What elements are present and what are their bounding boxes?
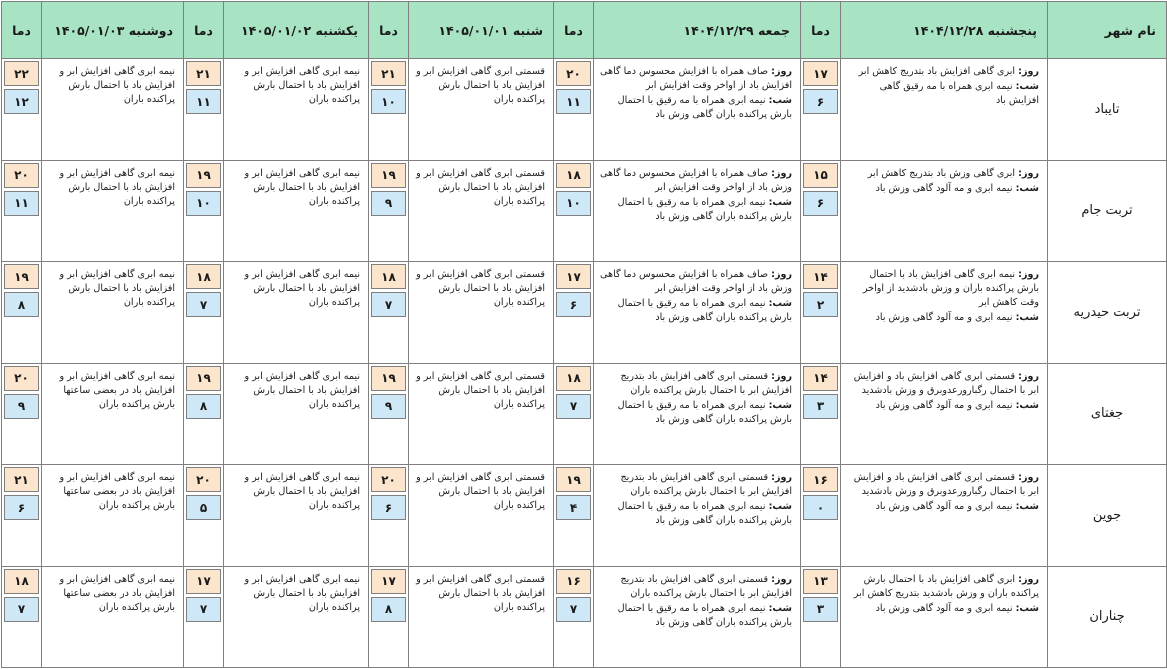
forecast-description	[594, 262, 801, 364]
min-temp: ۷	[186, 292, 221, 317]
temperature-box	[801, 59, 840, 114]
forecast-description	[42, 262, 184, 364]
forecast-text: نیمه ابری گاهی افزایش ابر و افزایش باد در بعضی ساعتها بارش پراکنده باران	[59, 472, 175, 511]
temperature-cell	[369, 59, 409, 161]
max-temp: ۲۰	[371, 467, 406, 492]
temperature-cell	[801, 160, 841, 262]
min-temp: ۶	[803, 191, 838, 216]
forecast-text: نیمه ابری گاهی افزایش ابر و افزایش باد با احتمال بارش پراکنده باران	[59, 167, 175, 207]
max-temp: ۱۹	[371, 366, 406, 391]
header-temp-5: دما	[2, 2, 42, 59]
temperature-box	[801, 567, 840, 622]
day-label: روز:	[1018, 269, 1039, 280]
day-forecast	[847, 573, 1039, 601]
night-forecast	[600, 297, 792, 325]
night-label: شب:	[768, 501, 792, 512]
night-forecast-text: نیمه ابری همراه با مه رقیق با احتمال بارش پراکنده باران گاهی وزش باد	[617, 95, 792, 120]
forecast-description	[409, 363, 554, 465]
max-temp: ۲۰	[556, 61, 591, 86]
temperature-box	[369, 567, 408, 622]
day-forecast	[600, 65, 792, 93]
temperature-box	[801, 161, 840, 216]
forecast-description	[594, 363, 801, 465]
header-day-4: یکشنبه ۱۴۰۵/۰۱/۰۲	[224, 2, 369, 59]
table-row	[2, 363, 1167, 465]
forecast-text: نیمه ابری گاهی افزایش ابر و افزایش باد در بعضی ساعتها بارش پراکنده باران	[59, 573, 175, 613]
min-temp: ۷	[556, 394, 591, 419]
max-temp: ۲۲	[4, 61, 39, 86]
day-forecast	[600, 471, 792, 499]
day-forecast	[847, 370, 1039, 398]
night-label: شب:	[768, 95, 792, 106]
header-temp-4: دما	[184, 2, 224, 59]
max-temp: ۱۹	[556, 467, 591, 492]
forecast-description	[224, 363, 369, 465]
max-temp: ۱۶	[803, 467, 838, 492]
header-day-2: جمعه ۱۴۰۴/۱۲/۲۹	[594, 2, 801, 59]
day-forecast-text: صاف همراه با افزایش محسوس دما گاهی افزایش باد از اواخر وقت افزایش ابر	[600, 66, 792, 91]
temperature-cell	[554, 465, 594, 567]
header-temp-1: دما	[801, 2, 841, 59]
day-forecast-text: قسمتی ابری گاهی افزایش باد بتدریج افزایش ابر با احتمال بارش پراکنده باران	[620, 472, 792, 497]
forecast-table	[1, 1, 1167, 668]
temperature-box	[801, 262, 840, 317]
forecast-description	[42, 160, 184, 262]
forecast-text: قسمتی ابری گاهی افزایش ابر و افزایش باد با احتمال بارش پراکنده باران	[416, 167, 545, 207]
forecast-text: نیمه ابری گاهی افزایش ابر و افزایش باد با احتمال بارش پراکنده باران	[244, 66, 360, 105]
night-label: شب:	[768, 196, 792, 208]
night-forecast-text: نیمه ابری و مه آلود گاهی وزش باد	[875, 501, 1013, 512]
forecast-description	[42, 566, 184, 668]
max-temp: ۱۶	[556, 569, 591, 594]
day-forecast-text: قسمتی ابری گاهی افزایش باد بتدریج افزایش ابر با احتمال بارش پراکنده باران	[620, 573, 792, 599]
temperature-cell	[2, 262, 42, 364]
forecast-description	[841, 363, 1048, 465]
forecast-description	[224, 262, 369, 364]
night-forecast	[847, 602, 1039, 616]
day-forecast-text: ابری گاهی افزایش باد بتدریج کاهش ابر	[858, 66, 1016, 77]
min-temp: ۲	[803, 292, 838, 317]
day-forecast	[600, 370, 792, 398]
temperature-cell	[554, 59, 594, 161]
forecast-description	[42, 59, 184, 161]
forecast-description	[224, 566, 369, 668]
temperature-box	[369, 161, 408, 216]
night-forecast	[600, 196, 792, 224]
night-label: شب:	[1015, 182, 1039, 194]
temperature-cell	[801, 59, 841, 161]
day-forecast-text: قسمتی ابری گاهی افزایش باد و افزایش ابر با احتمال رگبارورعدوبرق و وزش بادشدید	[853, 472, 1039, 497]
table-row	[2, 59, 1167, 161]
night-forecast	[847, 399, 1039, 413]
header-row	[2, 2, 1167, 59]
temperature-cell	[554, 160, 594, 262]
temperature-box	[2, 59, 41, 114]
min-temp: ۹	[371, 191, 406, 216]
forecast-description	[841, 160, 1048, 262]
table-row	[2, 566, 1167, 668]
max-temp: ۱۹	[186, 163, 221, 188]
day-forecast	[847, 65, 1039, 79]
min-temp: ۵	[186, 495, 221, 520]
forecast-text: قسمتی ابری گاهی افزایش ابر و افزایش باد با احتمال بارش پراکنده باران	[416, 66, 545, 105]
city-name: تربت جام	[1048, 160, 1167, 262]
temperature-cell	[801, 566, 841, 668]
min-temp: ۱۱	[186, 89, 221, 114]
temperature-box	[554, 465, 593, 520]
day-label: روز:	[1018, 472, 1039, 483]
forecast-text: قسمتی ابری گاهی افزایش ابر و افزایش باد با احتمال بارش پراکنده باران	[416, 370, 545, 410]
temperature-cell	[554, 262, 594, 364]
night-forecast	[847, 311, 1039, 325]
forecast-description	[594, 566, 801, 668]
max-temp: ۱۴	[803, 366, 838, 391]
forecast-description	[841, 566, 1048, 668]
city-name: چناران	[1048, 566, 1167, 668]
max-temp: ۲۱	[4, 467, 39, 492]
city-name: جغتای	[1048, 363, 1167, 465]
temperature-cell	[801, 363, 841, 465]
min-temp: ۹	[4, 394, 39, 419]
day-label: روز:	[771, 573, 792, 585]
max-temp: ۱۸	[186, 264, 221, 289]
day-label: روز:	[771, 167, 792, 179]
min-temp: ۳	[803, 597, 838, 622]
day-forecast	[847, 471, 1039, 499]
night-label: شب:	[1015, 399, 1039, 411]
temperature-cell	[554, 363, 594, 465]
day-label: روز:	[1018, 66, 1039, 77]
header-temp-2: دما	[554, 2, 594, 59]
temperature-box	[369, 59, 408, 114]
max-temp: ۱۷	[371, 569, 406, 594]
forecast-description	[409, 566, 554, 668]
min-temp: ۷	[371, 292, 406, 317]
temperature-cell	[369, 262, 409, 364]
temperature-box	[554, 262, 593, 317]
day-forecast	[600, 573, 792, 601]
forecast-text: نیمه ابری گاهی افزایش ابر و افزایش باد با احتمال بارش پراکنده باران	[244, 167, 360, 207]
min-temp: ۱۰	[371, 89, 406, 114]
max-temp: ۱۹	[4, 264, 39, 289]
temperature-box	[2, 364, 41, 419]
max-temp: ۱۸	[556, 163, 591, 188]
forecast-text: نیمه ابری گاهی افزایش ابر و افزایش باد با احتمال بارش پراکنده باران	[244, 472, 360, 511]
night-label: شب:	[1015, 602, 1039, 614]
temperature-cell	[369, 363, 409, 465]
min-temp: ۸	[4, 292, 39, 317]
temperature-box	[184, 161, 223, 216]
night-forecast-text: نیمه ابری همراه با مه رقیق با احتمال بارش پراکنده باران گاهی وزش باد	[617, 196, 792, 222]
day-forecast-text: قسمتی ابری گاهی افزایش باد بتدریج افزایش ابر با احتمال بارش پراکنده باران	[620, 370, 792, 396]
night-forecast-text: نیمه ابری و مه آلود گاهی وزش باد	[875, 312, 1013, 323]
forecast-text: نیمه ابری گاهی افزایش ابر و افزایش باد با احتمال بارش پراکنده باران	[59, 66, 175, 105]
forecast-text: قسمتی ابری گاهی افزایش ابر و افزایش باد با احتمال بارش پراکنده باران	[416, 573, 545, 613]
night-forecast-text: نیمه ابری و مه آلود گاهی وزش باد	[875, 182, 1013, 194]
day-forecast	[600, 167, 792, 195]
forecast-description	[409, 160, 554, 262]
night-label: شب:	[1015, 312, 1039, 323]
temperature-box	[369, 465, 408, 520]
night-label: شب:	[768, 602, 792, 614]
table-row	[2, 262, 1167, 364]
day-forecast-text: صاف همراه با افزایش محسوس دما گاهی وزش باد از اواخر وقت افزایش ابر	[600, 167, 792, 193]
header-day-5: دوشنبه ۱۴۰۵/۰۱/۰۳	[42, 2, 184, 59]
night-forecast-text: نیمه ابری همراه با مه رقیق با احتمال بارش پراکنده باران گاهی وزش باد	[617, 399, 792, 425]
forecast-description	[224, 160, 369, 262]
city-name: جوین	[1048, 465, 1167, 567]
temperature-cell	[2, 465, 42, 567]
forecast-description	[409, 465, 554, 567]
max-temp: ۲۱	[186, 61, 221, 86]
day-forecast-text: قسمتی ابری گاهی افزایش باد و افزایش ابر با احتمال رگبارورعدوبرق و وزش بادشدید	[853, 370, 1039, 396]
temperature-box	[554, 161, 593, 216]
forecast-text: قسمتی ابری گاهی افزایش ابر و افزایش باد با احتمال بارش پراکنده باران	[416, 269, 545, 308]
day-forecast-text: نیمه ابری گاهی افزایش باد با احتمال بارش پراکنده باران و وزش بادشدید از اواخر وقت کاهش ابر	[862, 269, 1039, 308]
max-temp: ۲۰	[4, 163, 39, 188]
day-forecast-text: ابری گاهی وزش باد بتدریج کاهش ابر	[867, 167, 1016, 179]
temperature-box	[184, 465, 223, 520]
forecast-description	[841, 262, 1048, 364]
night-forecast	[847, 182, 1039, 196]
temperature-box	[2, 262, 41, 317]
temperature-cell	[2, 363, 42, 465]
min-temp: ۷	[556, 597, 591, 622]
forecast-text: نیمه ابری گاهی افزایش ابر و افزایش باد با احتمال بارش پراکنده باران	[244, 269, 360, 308]
max-temp: ۱۸	[4, 569, 39, 594]
forecast-description	[409, 59, 554, 161]
min-temp: ۷	[186, 597, 221, 622]
night-forecast-text: نیمه ابری و مه آلود گاهی وزش باد	[875, 399, 1013, 411]
night-label: شب:	[768, 399, 792, 411]
table-row	[2, 465, 1167, 567]
forecast-description	[409, 262, 554, 364]
forecast-description	[841, 59, 1048, 161]
temperature-box	[184, 364, 223, 419]
max-temp: ۱۷	[556, 264, 591, 289]
forecast-description	[42, 465, 184, 567]
header-day-3: شنبه ۱۴۰۵/۰۱/۰۱	[409, 2, 554, 59]
min-temp: ۸	[186, 394, 221, 419]
header-day-1: پنجشنبه ۱۴۰۴/۱۲/۲۸	[841, 2, 1048, 59]
min-temp: ۸	[371, 597, 406, 622]
night-forecast	[847, 80, 1039, 108]
temperature-cell	[554, 566, 594, 668]
night-forecast-text: نیمه ابری و مه آلود گاهی وزش باد	[875, 602, 1013, 614]
max-temp: ۲۱	[371, 61, 406, 86]
temperature-box	[369, 364, 408, 419]
day-label: روز:	[771, 472, 792, 483]
min-temp: ۴	[556, 495, 591, 520]
max-temp: ۱۵	[803, 163, 838, 188]
forecast-text: نیمه ابری گاهی افزایش ابر و افزایش باد با احتمال بارش پراکنده باران	[244, 573, 360, 613]
header-temp-3: دما	[369, 2, 409, 59]
temperature-box	[554, 59, 593, 114]
night-forecast	[600, 500, 792, 528]
table-row	[2, 160, 1167, 262]
night-forecast-text: نیمه ابری همراه با مه رقیق با احتمال بارش پراکنده باران گاهی وزش باد	[617, 298, 792, 323]
min-temp: ۱۰	[186, 191, 221, 216]
header-city: نام شهر	[1048, 2, 1167, 59]
forecast-description	[594, 59, 801, 161]
forecast-text: نیمه ابری گاهی افزایش ابر و افزایش باد با احتمال بارش پراکنده باران	[59, 269, 175, 308]
temperature-cell	[2, 160, 42, 262]
city-name: تایباد	[1048, 59, 1167, 161]
day-forecast-text: ابری گاهی افزایش باد با احتمال بارش پراکنده باران و وزش بادشدید بتدریج کاهش ابر	[853, 573, 1039, 599]
forecast-text: نیمه ابری گاهی افزایش ابر و افزایش باد در بعضی ساعتها بارش پراکنده باران	[59, 370, 175, 410]
day-label: روز:	[1018, 573, 1039, 585]
city-name: تربت حیدریه	[1048, 262, 1167, 364]
temperature-cell	[184, 160, 224, 262]
min-temp: ۶	[371, 495, 406, 520]
table-header	[2, 2, 1167, 59]
min-temp: ۰	[803, 495, 838, 520]
forecast-description	[224, 465, 369, 567]
night-label: شب:	[1015, 81, 1039, 92]
max-temp: ۱۳	[803, 569, 838, 594]
temperature-box	[2, 161, 41, 216]
day-forecast	[600, 268, 792, 296]
min-temp: ۶	[803, 89, 838, 114]
forecast-description	[594, 160, 801, 262]
forecast-description	[841, 465, 1048, 567]
max-temp: ۱۹	[371, 163, 406, 188]
max-temp: ۱۸	[371, 264, 406, 289]
day-forecast	[847, 167, 1039, 181]
max-temp: ۱۷	[803, 61, 838, 86]
table-body	[2, 59, 1167, 668]
forecast-text: قسمتی ابری گاهی افزایش ابر و افزایش باد با احتمال بارش پراکنده باران	[416, 472, 545, 511]
temperature-cell	[184, 59, 224, 161]
temperature-box	[801, 364, 840, 419]
min-temp: ۱۱	[4, 191, 39, 216]
temperature-box	[2, 567, 41, 622]
max-temp: ۱۹	[186, 366, 221, 391]
temperature-cell	[369, 566, 409, 668]
temperature-cell	[184, 465, 224, 567]
temperature-cell	[184, 262, 224, 364]
temperature-cell	[2, 566, 42, 668]
day-forecast-text: صاف همراه با افزایش محسوس دما گاهی وزش باد از اواخر وقت افزایش ابر	[600, 269, 792, 294]
min-temp: ۹	[371, 394, 406, 419]
day-label: روز:	[771, 66, 792, 77]
day-label: روز:	[771, 370, 792, 382]
night-forecast-text: نیمه ابری همراه با مه رقیق با احتمال بارش پراکنده باران گاهی وزش باد	[617, 501, 792, 526]
night-label: شب:	[1015, 501, 1039, 512]
forecast-description	[594, 465, 801, 567]
temperature-box	[184, 262, 223, 317]
day-label: روز:	[1018, 370, 1039, 382]
max-temp: ۲۰	[4, 366, 39, 391]
night-forecast	[600, 399, 792, 427]
min-temp: ۳	[803, 394, 838, 419]
min-temp: ۶	[4, 495, 39, 520]
temperature-cell	[184, 566, 224, 668]
forecast-description	[224, 59, 369, 161]
max-temp: ۲۰	[186, 467, 221, 492]
temperature-cell	[2, 59, 42, 161]
min-temp: ۱۲	[4, 89, 39, 114]
temperature-cell	[801, 465, 841, 567]
min-temp: ۱۱	[556, 89, 591, 114]
temperature-cell	[369, 160, 409, 262]
max-temp: ۱۷	[186, 569, 221, 594]
min-temp: ۱۰	[556, 191, 591, 216]
max-temp: ۱۴	[803, 264, 838, 289]
temperature-cell	[801, 262, 841, 364]
forecast-text: نیمه ابری گاهی افزایش ابر و افزایش باد با احتمال بارش پراکنده باران	[244, 370, 360, 410]
day-forecast	[847, 268, 1039, 310]
min-temp: ۶	[556, 292, 591, 317]
night-label: شب:	[768, 298, 792, 309]
night-forecast-text: نیمه ابری همراه با مه رقیق با احتمال بارش پراکنده باران گاهی وزش باد	[617, 602, 792, 628]
temperature-box	[554, 567, 593, 622]
temperature-box	[2, 465, 41, 520]
night-forecast-text: نیمه ابری همراه با مه رقیق گاهی افزایش باد	[879, 81, 1039, 106]
night-forecast	[600, 602, 792, 630]
temperature-box	[184, 59, 223, 114]
temperature-box	[369, 262, 408, 317]
temperature-box	[184, 567, 223, 622]
night-forecast	[600, 94, 792, 122]
night-forecast	[847, 500, 1039, 514]
day-label: روز:	[1018, 167, 1039, 179]
forecast-description	[42, 363, 184, 465]
temperature-box	[801, 465, 840, 520]
temperature-cell	[184, 363, 224, 465]
max-temp: ۱۸	[556, 366, 591, 391]
day-label: روز:	[771, 269, 792, 280]
temperature-cell	[369, 465, 409, 567]
min-temp: ۷	[4, 597, 39, 622]
temperature-box	[554, 364, 593, 419]
